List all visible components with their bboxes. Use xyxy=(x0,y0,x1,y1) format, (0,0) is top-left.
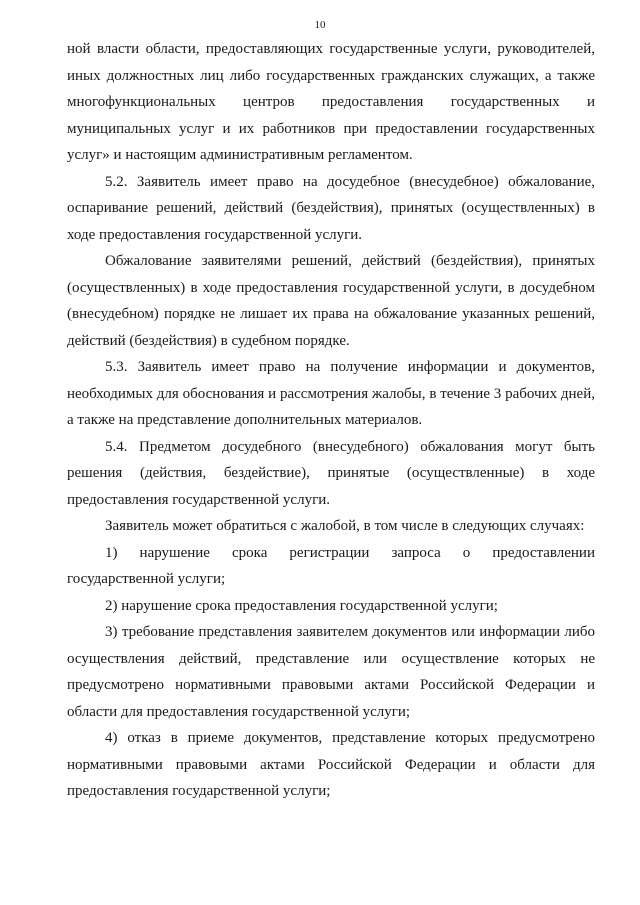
paragraph-5-2: 5.2. Заявитель имеет право на досудебное (внесудебное) обжалование, оспаривание решений, действий (бездействия), принятых (осуществленных) в ходе предоставления государственной услуги. xyxy=(67,173,595,243)
list-item-1: 1) нарушение срока регистрации запроса о предоставлении государственной услуги; xyxy=(67,544,595,587)
paragraph-appeal-judicial: Обжалование заявителями решений, действий (бездействия), принятых (осуществленных) в ходе предоставления государственной услуги, в досудебном (внесудебном) порядке не лишает их права на обжалование указанных решений, действий (бездействия) в судебном порядке. xyxy=(67,253,595,349)
document-body xyxy=(67,36,595,805)
list-item-4: 4) отказ в приеме документов, представление которых предусмотрено нормативными правовыми актами Российской Федерации и области для предоставления государственной услуги; xyxy=(67,730,595,799)
list-item-2: 2) нарушение срока предоставления государственной услуги; xyxy=(105,597,498,614)
paragraph-5-3: 5.3. Заявитель имеет право на получение информации и документов, необходимых для обоснования и рассмотрения жалобы, в течение 3 рабочих дней, а также на представление дополнительных материалов. xyxy=(67,359,595,428)
paragraph-5-4: 5.4. Предметом досудебного (внесудебного) обжалования могут быть решения (действия, бездействие), принятые (осуществленные) в ходе предоставления государственной услуги. xyxy=(67,438,595,508)
list-item-3: 3) требование представления заявителем документов или информации либо осуществления действий, представление или осуществление которых не предусмотрено нормативными правовыми актами Российской Федерации и области для предоставления государственной услуги; xyxy=(67,624,595,720)
paragraph-cases-intro: Заявитель может обратиться с жалобой, в том числе в следующих случаях: xyxy=(105,518,585,534)
page-number: 10 xyxy=(314,19,326,31)
paragraph-continuation: ной власти области, предоставляющих государственные услуги, руководителей, иных должностных лиц либо государственных гражданских служащих, а также многофункциональных центров предоставления государственных и муниципальных услуг и их работников при предоставлении государственных услуг» и настоящим административным регламентом. xyxy=(67,41,595,163)
